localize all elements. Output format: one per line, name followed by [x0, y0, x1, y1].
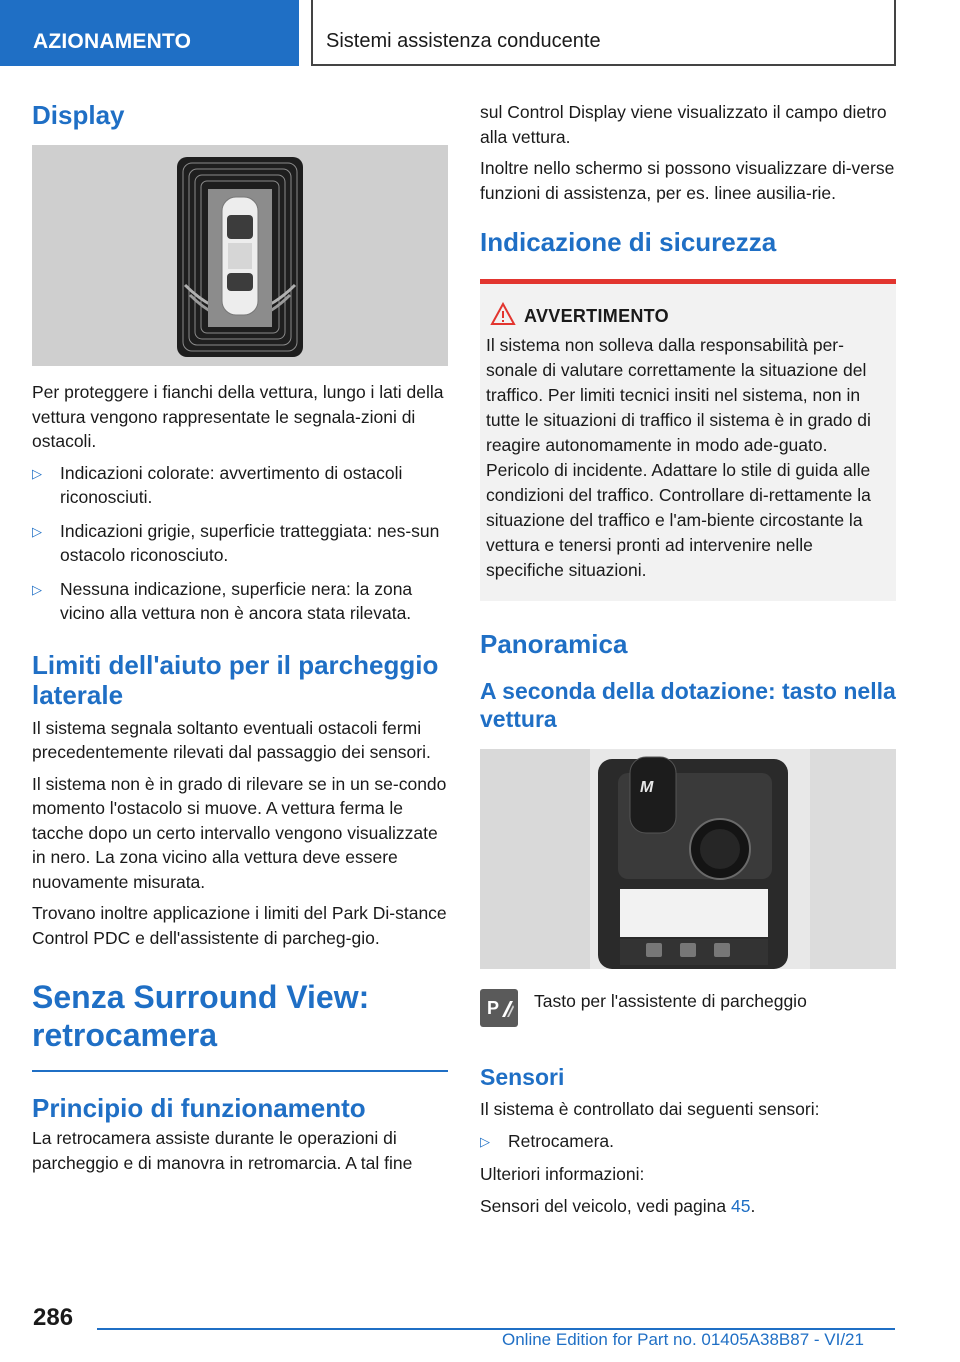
limits-paragraph-3: Trovano inoltre applicazione i limiti del Park Di-stance Control PDC e dell'assistente di parcheg-gio.: [32, 903, 447, 948]
parking-display-illustration: [32, 145, 448, 366]
center-console-photo: [480, 749, 896, 969]
top-view-car-graphic: [32, 145, 448, 366]
parking-assistant-icon: [480, 989, 518, 1027]
warning-text: Il sistema non solleva dalla responsabilità per-sonale di valutare correttamente la situazione del traffico. Per limiti tecnici insiti nel sistema, non in tutte le situazioni di traffico il sistema è in grado di reagire autonomamente in modo ade-guato. Pericolo di incidente. Adattare lo stile di guida alle condizioni del traffico. Controllare di-rettamente la situazione del traffico e l'am-biente circostante la vettura e tenersi pronti ad intervenire nelle specifiche situazioni.: [486, 335, 871, 580]
overview-heading: Panoramica: [480, 629, 628, 659]
triangle-right-icon: ▷: [32, 581, 42, 597]
chapter-title: Sistemi assistenza conducente: [311, 0, 896, 66]
triangle-right-icon: ▷: [32, 465, 42, 481]
sensor-reference: Sensori del veicolo, vedi pagina 45.: [480, 1195, 756, 1216]
principle-heading: Principio di funzionamento: [32, 1093, 366, 1123]
sensors-list: [480, 1129, 896, 1154]
surround-view-heading: Senza Surround View: retrocamera: [32, 979, 370, 1053]
button-legend: [480, 983, 896, 1037]
safety-heading: Indicazione di sicurezza: [480, 227, 777, 257]
button-description: Tasto per l'assistente di parcheggio: [534, 991, 807, 1011]
section-divider: [32, 1070, 448, 1072]
page-header: [0, 0, 960, 66]
limits-heading: Limiti dell'aiuto per il parcheggio laterale: [32, 649, 439, 710]
list-item: ▷ Indicazioni grigie, superficie tratteggiata: nes-sun ostacolo riconosciuto.: [32, 520, 440, 565]
list-item: ▷ Nessuna indicazione, superficie nera: la zona vicino alla vettura non è ancora stata rilevata.: [32, 578, 413, 623]
console-brand-logo: M: [640, 779, 653, 796]
triangle-right-icon: ▷: [480, 1133, 490, 1149]
limits-paragraph-2: Il sistema non è in grado di rilevare se in un se-condo momento l'ostacolo si muove. A vettura ferma le tacche dopo un certo intervallo vengono visualizzate in nero. La zona vicino alla vettura deve essere nuovamente misurata.: [32, 773, 447, 892]
equipment-heading: A seconda della dotazione: tasto nella vettura: [480, 678, 896, 732]
limits-paragraph-1: Il sistema segnala soltanto eventuali ostacoli fermi precedentemente rilevati dal passaggio dei sensori.: [32, 717, 431, 762]
section-tab: AZIONAMENTO: [0, 0, 299, 66]
display-heading: Display: [32, 100, 125, 130]
warning-triangle-icon: [490, 302, 516, 331]
warning-title: AVVERTIMENTO: [524, 306, 888, 327]
console-graphic: [480, 749, 896, 969]
page-link[interactable]: 45: [731, 1195, 751, 1216]
principle-text: La retrocamera assiste durante le operazioni di parcheggio e di manovra in retromarcia. A tal fine: [32, 1128, 413, 1173]
list-item: ▷ Retrocamera.: [480, 1129, 896, 1154]
sensors-text: Il sistema è controllato dai seguenti sensori:: [480, 1099, 820, 1119]
camera-continuation-2: Inoltre nello schermo si possono visualizzare di-verse funzioni di assistenza, per es. linee ausilia-rie.: [480, 158, 895, 203]
left-column: [32, 100, 448, 1182]
svg-text:P: P: [487, 998, 500, 1018]
page-number: 286: [33, 1304, 74, 1331]
more-info-label: Ulteriori informazioni:: [480, 1164, 645, 1184]
camera-continuation-1: sul Control Display viene visualizzato il campo dietro alla vettura.: [480, 102, 887, 147]
page-footer: [0, 1290, 960, 1362]
right-column: [480, 100, 896, 1225]
edition-label: Online Edition for Part no. 01405A38B87 - VI/21: [502, 1330, 864, 1349]
triangle-right-icon: ▷: [32, 523, 42, 539]
display-indication-list: [32, 461, 448, 626]
warning-box: [480, 279, 896, 601]
sensors-heading: Sensori: [480, 1064, 565, 1090]
display-text: Per proteggere i fianchi della vettura, lungo i lati della vettura vengono rappresentate le segnala-zioni di ostacoli.: [32, 382, 444, 451]
list-item: ▷ Indicazioni colorate: avvertimento di ostacoli riconosciuti.: [32, 462, 403, 507]
